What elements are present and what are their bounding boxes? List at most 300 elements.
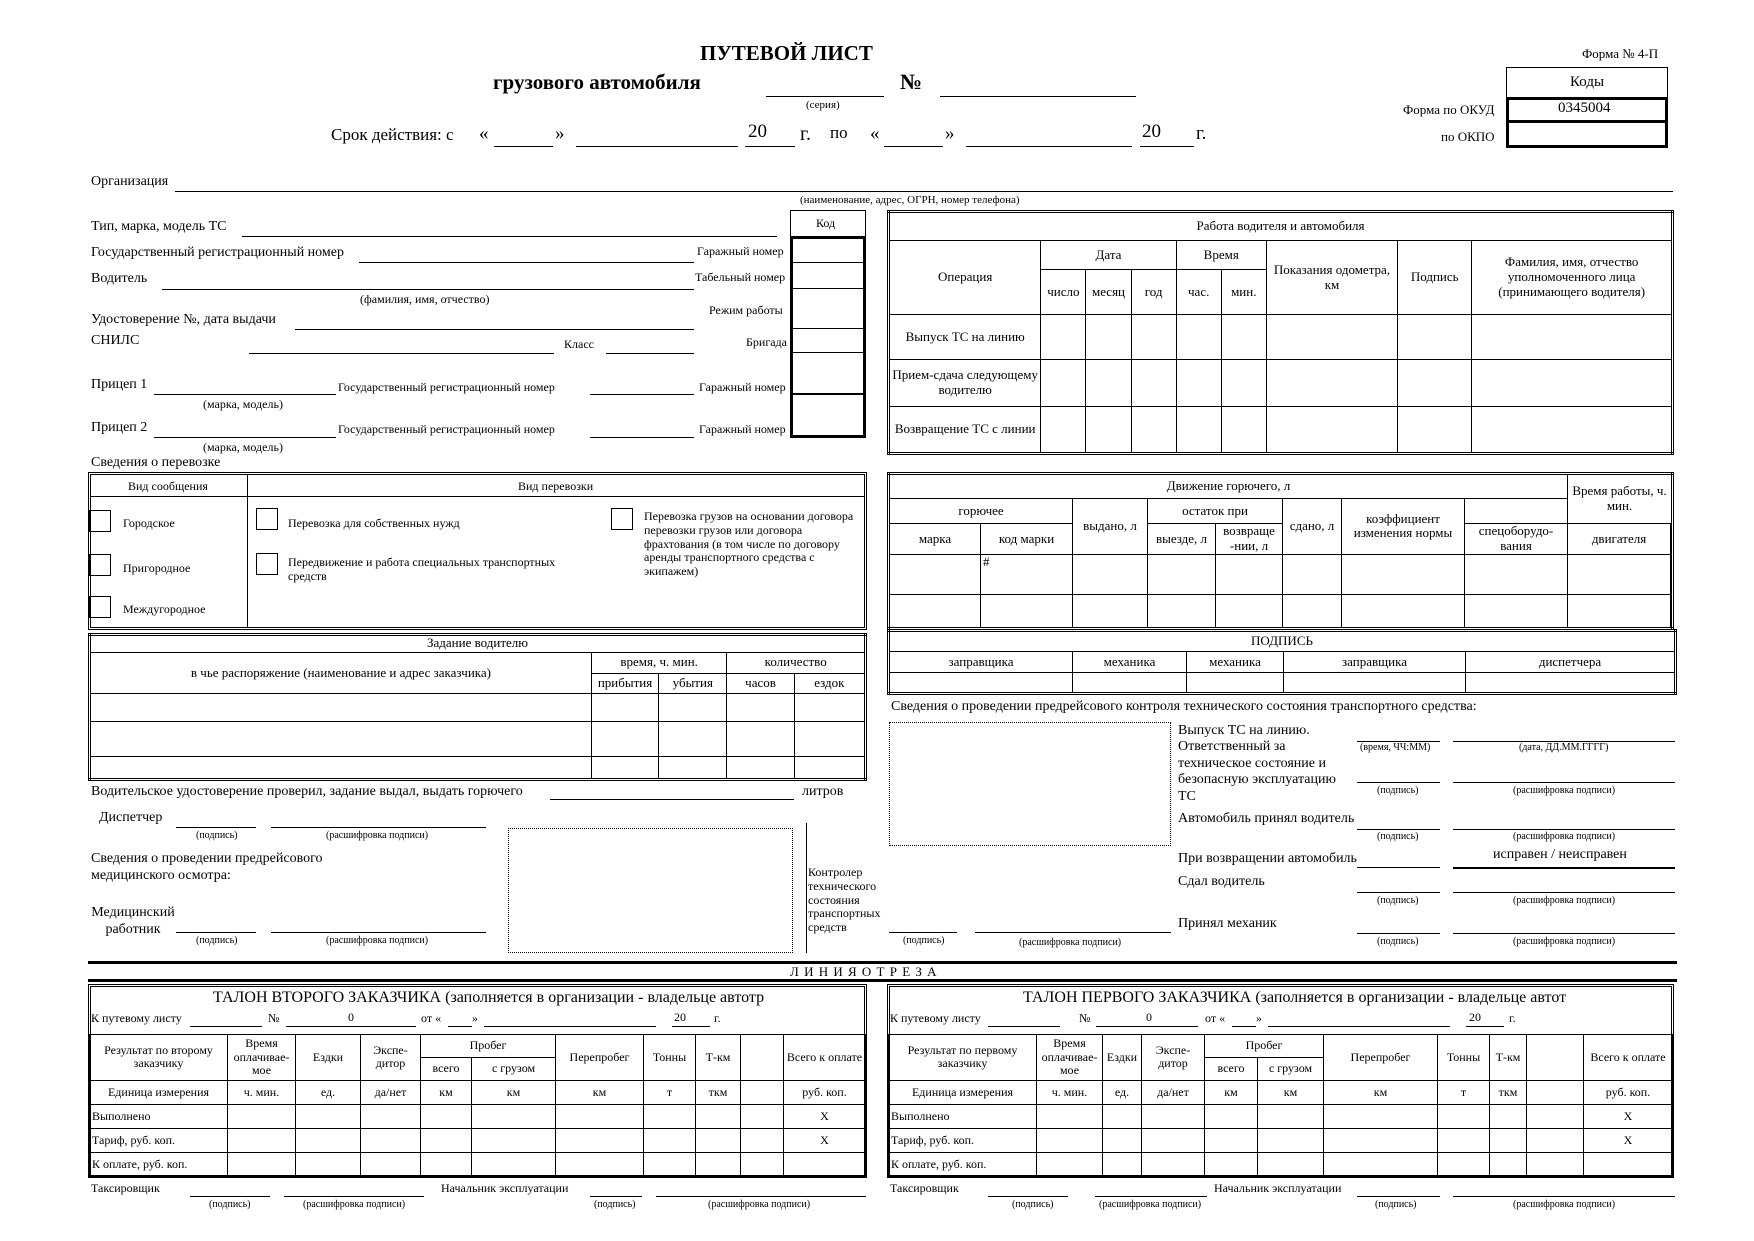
- cell[interactable]: [727, 694, 794, 721]
- dispatcher-label: Диспетчер: [99, 810, 163, 825]
- ok-status[interactable]: исправен / неисправен: [1493, 847, 1627, 862]
- code-column: [790, 236, 866, 438]
- cell[interactable]: [90, 694, 592, 721]
- handed-driver-label: Сдал водитель: [1178, 874, 1265, 889]
- coupon1-ref-field[interactable]: [988, 1026, 1060, 1027]
- cell[interactable]: [741, 1104, 784, 1128]
- medic-sign-field[interactable]: [176, 932, 256, 933]
- driver-field[interactable]: [162, 289, 694, 290]
- coupon2-taxer-label: Таксировщик: [91, 1181, 160, 1195]
- own-needs-checkbox[interactable]: [256, 508, 278, 530]
- accepted-sign-field[interactable]: [1357, 829, 1440, 830]
- controller-sign-field[interactable]: [889, 932, 957, 933]
- medic-decode-field[interactable]: [271, 932, 486, 933]
- cell[interactable]: [1527, 1104, 1584, 1128]
- col-person: Фамилия, имя, отчество уполномоченного лица (принимающего водителя): [1472, 241, 1673, 315]
- coupon2-chief-sign-caption: (подпись): [594, 1199, 636, 1210]
- coupon1-tariff-row: Тариф, руб. коп.: [889, 1128, 1037, 1152]
- suburban-checkbox[interactable]: [89, 554, 111, 576]
- coupon2-from-label: от «: [421, 1011, 442, 1025]
- coupon2-pay-row: К оплате, руб. коп.: [90, 1152, 228, 1176]
- validity-to-label: по: [830, 123, 848, 142]
- cell[interactable]: [472, 1104, 556, 1128]
- coupon2-mileage: Пробег: [421, 1035, 556, 1058]
- departure-header: убытия: [659, 673, 727, 694]
- cell[interactable]: [228, 1152, 296, 1176]
- hours-header: часов: [727, 673, 794, 694]
- snils-field[interactable]: [249, 353, 554, 354]
- on-return-field[interactable]: [1357, 867, 1440, 868]
- coupon2-chief-sign[interactable]: [590, 1196, 642, 1197]
- coupon1-year: 20: [1469, 1010, 1481, 1024]
- coupon1-num-field[interactable]: [1096, 1026, 1198, 1027]
- cell[interactable]: [1037, 1152, 1103, 1176]
- vehicle-type-field[interactable]: [242, 236, 777, 237]
- cell[interactable]: [1131, 406, 1176, 453]
- cell[interactable]: [1041, 359, 1086, 406]
- coupon2-taxer-sign[interactable]: [190, 1196, 270, 1197]
- own-needs-label: Перевозка для собственных нужд: [288, 516, 460, 530]
- coupon2-unit: ч. мин.: [228, 1080, 296, 1104]
- cell[interactable]: [90, 756, 592, 779]
- coupon1-taxer-decode[interactable]: [1095, 1196, 1207, 1197]
- cell[interactable]: [1103, 1128, 1142, 1152]
- coupon2-taxer-decode[interactable]: [284, 1196, 424, 1197]
- trailer1-reg-field[interactable]: [590, 394, 694, 395]
- coupon1-pay-total: Всего к оплате: [1584, 1035, 1673, 1081]
- x-mark: X: [784, 1104, 866, 1128]
- validity-from-day[interactable]: [494, 146, 553, 147]
- reg-number-label: Государственный регистрационный номер: [91, 245, 344, 260]
- sign-title: ПОДПИСЬ: [889, 631, 1676, 652]
- org-label: Организация: [91, 174, 169, 189]
- validity-from-year[interactable]: [745, 146, 795, 147]
- cell[interactable]: [1472, 359, 1673, 406]
- cell[interactable]: [644, 1128, 696, 1152]
- controller-decode-caption: (расшифровка подписи): [1019, 937, 1122, 948]
- cell[interactable]: [228, 1128, 296, 1152]
- mechanic-sign-field[interactable]: [1357, 933, 1440, 934]
- coupon2-chief-decode[interactable]: [656, 1196, 866, 1197]
- cell[interactable]: [421, 1152, 472, 1176]
- cell[interactable]: [1398, 315, 1472, 360]
- cell[interactable]: [1568, 554, 1671, 594]
- hash-mark[interactable]: #: [981, 554, 1073, 594]
- coupon1-unit: руб. коп.: [1584, 1080, 1673, 1104]
- coupon1-mileage: Пробег: [1205, 1035, 1324, 1058]
- cell[interactable]: [591, 756, 658, 779]
- coupon2-done-row: Выполнено: [90, 1104, 228, 1128]
- coupon2-trips: Ездки: [296, 1035, 361, 1081]
- cell[interactable]: [228, 1104, 296, 1128]
- coupon2-ref-field[interactable]: [190, 1026, 262, 1027]
- tech-stamp-box[interactable]: [889, 722, 1171, 846]
- cell[interactable]: [741, 1128, 784, 1152]
- license-field[interactable]: [295, 329, 694, 330]
- license-label: Удостоверение №, дата выдачи: [91, 312, 276, 327]
- coupon1-chief-decode[interactable]: [1453, 1196, 1675, 1197]
- cell[interactable]: [1148, 594, 1216, 628]
- time-header: время, ч. мин.: [591, 652, 727, 673]
- cell[interactable]: [1221, 315, 1266, 360]
- coupon1-num-value[interactable]: 0: [1146, 1010, 1152, 1024]
- cell[interactable]: [981, 594, 1073, 628]
- cell[interactable]: [556, 1152, 644, 1176]
- coupon1-pay-row: К оплате, руб. коп.: [889, 1152, 1037, 1176]
- cell[interactable]: [472, 1152, 556, 1176]
- cell[interactable]: [1490, 1152, 1527, 1176]
- cell[interactable]: [1216, 554, 1283, 594]
- cell[interactable]: [644, 1104, 696, 1128]
- cell[interactable]: [659, 721, 727, 756]
- cell[interactable]: [1176, 359, 1221, 406]
- cell[interactable]: [591, 694, 658, 721]
- cell[interactable]: [1283, 554, 1342, 594]
- coupon1-unit: км: [1324, 1080, 1438, 1104]
- liters-label: литров: [802, 784, 844, 799]
- trips-header: ездок: [794, 673, 865, 694]
- cell[interactable]: [1041, 315, 1086, 360]
- coupon2-mileage-total: всего: [421, 1057, 472, 1080]
- code-brigade-cell[interactable]: [790, 352, 866, 353]
- cell[interactable]: [1398, 406, 1472, 453]
- cell[interactable]: [421, 1104, 472, 1128]
- cell[interactable]: [1266, 315, 1397, 360]
- okpo-label[interactable]: по ОКПО: [1441, 129, 1495, 144]
- class-field[interactable]: [606, 353, 694, 354]
- col-year: год: [1131, 270, 1176, 315]
- cell[interactable]: [1041, 406, 1086, 453]
- cell[interactable]: [1103, 1104, 1142, 1128]
- cell[interactable]: [1284, 673, 1466, 694]
- coupon1-chief-decode-caption: (расшифровка подписи): [1513, 1199, 1616, 1210]
- validity-from-month[interactable]: [576, 146, 738, 147]
- type-header: Вид перевозки: [518, 479, 594, 493]
- cell[interactable]: [1221, 359, 1266, 406]
- trailer2-reg-label: Государственный регистрационный номер: [338, 422, 555, 436]
- cell[interactable]: [1324, 1152, 1438, 1176]
- cell[interactable]: [1142, 1104, 1205, 1128]
- form-subtitle: грузового автомобиля: [493, 70, 701, 94]
- intercity-checkbox[interactable]: [89, 596, 111, 618]
- trailer2-reg-field[interactable]: [590, 437, 694, 438]
- code-trailer1-cell[interactable]: [790, 393, 866, 395]
- dispatcher-decode-field[interactable]: [271, 827, 486, 828]
- row-return: Возвращение ТС с линии: [889, 406, 1041, 453]
- kind-header: Вид сообщения: [128, 479, 208, 493]
- release-decode-caption: (расшифровка подписи): [1513, 785, 1616, 796]
- cell[interactable]: [361, 1104, 421, 1128]
- coupon1-taxer-sign[interactable]: [988, 1196, 1068, 1197]
- coupon1-month-field[interactable]: [1268, 1026, 1450, 1027]
- cell[interactable]: [1283, 594, 1342, 628]
- coupon2-unit: ткм: [696, 1080, 741, 1104]
- cell[interactable]: [1438, 1152, 1490, 1176]
- contract-checkbox[interactable]: [611, 508, 633, 530]
- driver-label: Водитель: [91, 271, 148, 286]
- cell[interactable]: [1266, 406, 1397, 453]
- cell[interactable]: [1324, 1104, 1438, 1128]
- cell[interactable]: [1584, 1152, 1673, 1176]
- org-field[interactable]: [175, 191, 1673, 192]
- coupon2-result-header: Результат по второму заказчику: [90, 1035, 228, 1081]
- trailer1-reg-label: Государственный регистрационный номер: [338, 380, 555, 394]
- cell[interactable]: [727, 721, 794, 756]
- trailer2-brand-field[interactable]: [154, 437, 336, 438]
- coupon1-chief-label: Начальник эксплуатации: [1214, 1181, 1342, 1195]
- coupon1-done-row: Выполнено: [889, 1104, 1037, 1128]
- engine-header: двигателя: [1568, 524, 1671, 555]
- cell[interactable]: [1438, 1104, 1490, 1128]
- mechanic-decode-field[interactable]: [1453, 933, 1675, 934]
- cell[interactable]: [1258, 1128, 1324, 1152]
- coupon1-unit: ткм: [1490, 1080, 1527, 1104]
- coupon1-num-label: №: [1079, 1011, 1091, 1025]
- cell[interactable]: [1472, 315, 1673, 360]
- cell[interactable]: [1466, 673, 1676, 694]
- cell[interactable]: [696, 1104, 741, 1128]
- coupon1-unit: км: [1258, 1080, 1324, 1104]
- code-garage-cell[interactable]: [790, 262, 866, 263]
- cell[interactable]: [659, 756, 727, 779]
- coupon2-unit: т: [644, 1080, 696, 1104]
- coupon1-year-field[interactable]: [1466, 1026, 1504, 1027]
- number-field[interactable]: [940, 96, 1136, 97]
- coupon2-unit: км: [421, 1080, 472, 1104]
- cell[interactable]: [1472, 406, 1673, 453]
- col-odometer: Показания одометра, км: [1266, 241, 1397, 315]
- org-caption: (наименование, адрес, ОГРН, номер телефона): [800, 194, 1020, 206]
- col-signature: Подпись: [1398, 241, 1472, 315]
- cell[interactable]: [556, 1104, 644, 1128]
- coupon2-ref-label: К путевому листу: [91, 1011, 182, 1025]
- cell[interactable]: [889, 554, 981, 594]
- signature-table: [887, 629, 1677, 695]
- cell[interactable]: [1205, 1152, 1258, 1176]
- coupon1-paid-time: Время оплачивае-мое: [1037, 1035, 1103, 1081]
- coupon2-taxer-decode-caption: (расшифровка подписи): [303, 1199, 406, 1210]
- cell[interactable]: [591, 721, 658, 756]
- brigade-label: Бригада: [746, 335, 787, 349]
- cell[interactable]: [1438, 1128, 1490, 1152]
- arrival-header: прибытия: [591, 673, 658, 694]
- cell[interactable]: [1568, 594, 1671, 628]
- cell[interactable]: [889, 594, 981, 628]
- cell[interactable]: [361, 1152, 421, 1176]
- cell[interactable]: [556, 1128, 644, 1152]
- validity-to-year[interactable]: [1140, 146, 1194, 147]
- cell[interactable]: [90, 721, 592, 756]
- cell[interactable]: [644, 1152, 696, 1176]
- cell[interactable]: [1187, 673, 1284, 694]
- cell[interactable]: [1131, 315, 1176, 360]
- cell[interactable]: [1142, 1128, 1205, 1152]
- validity-to-day[interactable]: [884, 146, 943, 147]
- release-sign-field[interactable]: [1357, 782, 1440, 783]
- handed-header: сдано, л: [1283, 499, 1342, 555]
- cell[interactable]: [727, 756, 794, 779]
- cell[interactable]: [794, 694, 865, 721]
- cell[interactable]: [1342, 594, 1465, 628]
- cell[interactable]: [741, 1152, 784, 1176]
- code-tab-cell[interactable]: [790, 288, 866, 289]
- coupon1-extra: [1527, 1035, 1584, 1081]
- coupon1-expeditor: Экспе-дитор: [1142, 1035, 1205, 1081]
- cell[interactable]: [1490, 1128, 1527, 1152]
- coupon2-year-field[interactable]: [672, 1026, 710, 1027]
- dispatcher-sign-field[interactable]: [176, 827, 256, 828]
- coupon1-result-header: Результат по первому заказчику: [889, 1035, 1037, 1081]
- cell[interactable]: [1131, 359, 1176, 406]
- cell[interactable]: [296, 1104, 361, 1128]
- coupon1-close-quote: »: [1256, 1011, 1262, 1025]
- medic-sign-caption: (подпись): [196, 935, 238, 946]
- qty-header: количество: [727, 652, 866, 673]
- col-month: месяц: [1086, 270, 1131, 315]
- cell[interactable]: [889, 673, 1073, 694]
- validity-to-month[interactable]: [966, 146, 1132, 147]
- cell[interactable]: [1103, 1152, 1142, 1176]
- cell[interactable]: [1037, 1104, 1103, 1128]
- accepted-decode-field[interactable]: [1453, 829, 1675, 830]
- mechanic-sign-caption: (подпись): [1377, 936, 1419, 947]
- handed-sign-field[interactable]: [1357, 892, 1440, 893]
- okud-label: Форма по ОКУД: [1403, 102, 1495, 117]
- series-field[interactable]: [766, 96, 884, 97]
- coupon2-tkm: Т-км: [696, 1035, 741, 1081]
- trailer2-label: Прицеп 2: [91, 420, 148, 435]
- col-operation: Операция: [889, 241, 1041, 315]
- sign-mechanic: механика: [1073, 652, 1187, 673]
- cell[interactable]: [1258, 1104, 1324, 1128]
- trailer1-brand-caption: (марка, модель): [203, 397, 283, 411]
- cell[interactable]: [361, 1128, 421, 1152]
- cell[interactable]: [1073, 673, 1187, 694]
- cell[interactable]: [1086, 315, 1131, 360]
- cell[interactable]: [1205, 1128, 1258, 1152]
- coupon2-unit: [741, 1080, 784, 1104]
- cell[interactable]: [1073, 554, 1148, 594]
- trailer2-garage-label: Гаражный номер: [699, 422, 786, 436]
- trailer1-label: Прицеп 1: [91, 377, 148, 392]
- cell[interactable]: [1142, 1152, 1205, 1176]
- cell[interactable]: [296, 1128, 361, 1152]
- city-checkbox[interactable]: [89, 510, 111, 532]
- cell[interactable]: [1342, 554, 1465, 594]
- cell[interactable]: [296, 1152, 361, 1176]
- reg-number-field[interactable]: [359, 262, 694, 263]
- coupon2-num-field[interactable]: [286, 1026, 416, 1027]
- coupon2-unit: км: [556, 1080, 644, 1104]
- controller-decode-field[interactable]: [975, 932, 1171, 933]
- coupon2-paid-time: Время оплачивае-мое: [228, 1035, 296, 1081]
- codes-title: Коды: [1570, 74, 1605, 90]
- cell[interactable]: [1176, 406, 1221, 453]
- cell[interactable]: [1176, 315, 1221, 360]
- cell[interactable]: [1490, 1104, 1527, 1128]
- coupon2-num-value[interactable]: 0: [348, 1010, 354, 1024]
- medical-stamp-box[interactable]: [508, 828, 793, 953]
- tab-number-label: Табельный номер: [695, 270, 786, 284]
- controller-divider: [806, 823, 807, 953]
- coupon1-year-suffix: г.: [1509, 1011, 1516, 1025]
- cell[interactable]: [696, 1128, 741, 1152]
- coupon1-chief-sign-caption: (подпись): [1375, 1199, 1417, 1210]
- release-decode-field[interactable]: [1453, 782, 1675, 783]
- cell[interactable]: [794, 756, 865, 779]
- coupon2-title: ТАЛОН ВТОРОГО ЗАКАЗЧИКА (заполняется в организации - владельце автотр: [213, 989, 765, 1006]
- coupon2-day-field[interactable]: [448, 1026, 472, 1027]
- equipment-header: спецоборудо-вания: [1465, 524, 1568, 555]
- controller-sign-caption: (подпись): [903, 935, 945, 946]
- cell[interactable]: [1398, 359, 1472, 406]
- cell[interactable]: [1266, 359, 1397, 406]
- coupon1-table: [888, 1034, 1673, 1177]
- coupon1-unit-row: Единица измерения: [889, 1080, 1037, 1104]
- vehicle-type-label: Тип, марка, модель ТС: [91, 219, 227, 234]
- cell[interactable]: [1086, 406, 1131, 453]
- garage-number-label: Гаражный номер: [697, 244, 784, 258]
- cell[interactable]: [696, 1152, 741, 1176]
- special-checkbox[interactable]: [256, 553, 278, 575]
- fuel-liters-field[interactable]: [550, 799, 794, 800]
- coupon1-mileage-cargo: с грузом: [1258, 1057, 1324, 1080]
- cell[interactable]: [1221, 406, 1266, 453]
- cell[interactable]: [1465, 594, 1568, 628]
- cell[interactable]: [1258, 1152, 1324, 1176]
- cell[interactable]: [784, 1152, 866, 1176]
- cell[interactable]: [1324, 1128, 1438, 1152]
- sign-fueler-2: заправщика: [1284, 652, 1466, 673]
- task-table: [88, 633, 867, 781]
- cell[interactable]: [1205, 1104, 1258, 1128]
- cell[interactable]: [1086, 359, 1131, 406]
- cell[interactable]: [1527, 1128, 1584, 1152]
- cell[interactable]: [1073, 594, 1148, 628]
- cell[interactable]: [794, 721, 865, 756]
- coupon2-month-field[interactable]: [484, 1026, 656, 1027]
- cell[interactable]: [1037, 1128, 1103, 1152]
- trailer1-brand-field[interactable]: [154, 394, 336, 395]
- sign-dispatcher: диспетчера: [1466, 652, 1676, 673]
- cell[interactable]: [1465, 554, 1568, 594]
- coupon1-day-field[interactable]: [1232, 1026, 1256, 1027]
- validity-to-close-quote: »: [945, 123, 955, 144]
- coupon1-chief-sign[interactable]: [1357, 1196, 1440, 1197]
- coupon1-tons: Тонны: [1438, 1035, 1490, 1081]
- release-label: Выпуск ТС на линию. Ответственный за техническое состояние и безопасную эксплуатацию ТС: [1178, 723, 1336, 804]
- mechanic-decode-caption: (расшифровка подписи): [1513, 936, 1616, 947]
- handed-sign-caption: (подпись): [1377, 895, 1419, 906]
- coupon2-table: [89, 1034, 866, 1177]
- cell[interactable]: [1527, 1152, 1584, 1176]
- coupon1-unit: [1527, 1080, 1584, 1104]
- cell[interactable]: [1148, 554, 1216, 594]
- cell[interactable]: [472, 1128, 556, 1152]
- coupon2-tons: Тонны: [644, 1035, 696, 1081]
- coupon2-tariff-row: Тариф, руб. коп.: [90, 1128, 228, 1152]
- code-mode-cell[interactable]: [790, 328, 866, 329]
- handed-decode-field[interactable]: [1453, 892, 1675, 893]
- coupon1-taxer-decode-caption: (расшифровка подписи): [1099, 1199, 1202, 1210]
- cell[interactable]: [421, 1128, 472, 1152]
- coupon1-tkm: Т-км: [1490, 1035, 1527, 1081]
- col-day: число: [1041, 270, 1086, 315]
- cell[interactable]: [1216, 594, 1283, 628]
- trailer1-garage-label: Гаражный номер: [699, 380, 786, 394]
- series-caption: (серия): [806, 99, 840, 111]
- cell[interactable]: [659, 694, 727, 721]
